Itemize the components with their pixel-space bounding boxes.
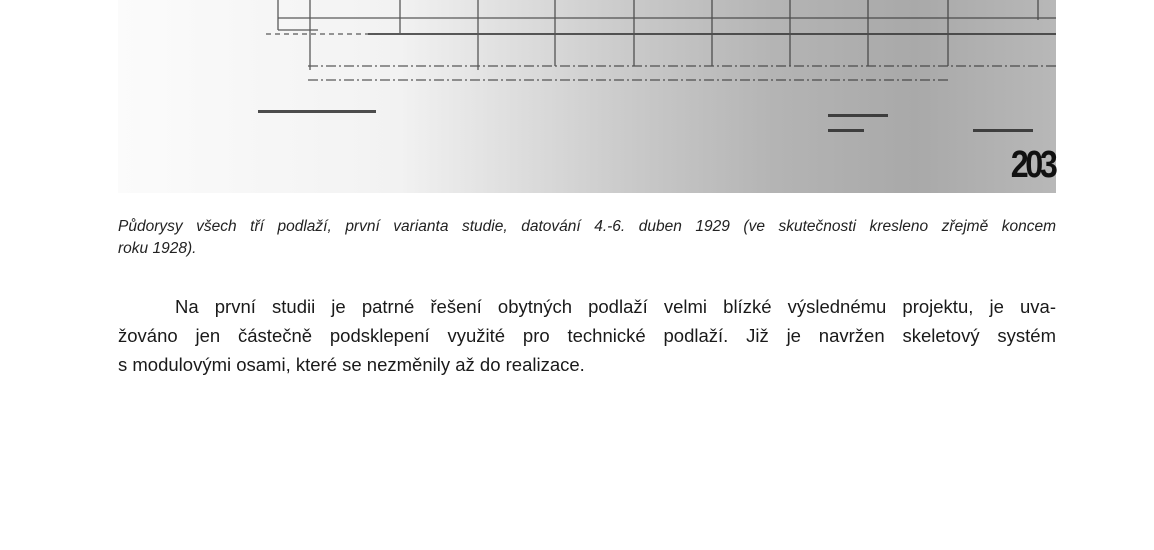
page-number-stamp: 203 xyxy=(1010,144,1054,186)
paragraph-line: Na první studii je patrné řešení obytných podlaží velmi blízké výslednému projektu, je uva- xyxy=(175,296,1056,317)
floor-plan-scan-image xyxy=(118,0,1056,193)
caption-line: roku 1928). xyxy=(118,240,197,257)
floor-plan-drawing xyxy=(118,0,1056,193)
figure-caption xyxy=(118,216,1056,260)
caption-line: Půdorysy všech tří podlaží, první varianta studie, datování 4.-6. duben 1929 (ve skutečnosti kresleno zřejmě koncem xyxy=(118,218,1056,235)
paragraph-line: s modulovými osami, které se nezměnily až do realizace. xyxy=(118,354,585,375)
body-paragraph xyxy=(118,292,1056,379)
paragraph-line: žováno jen částečně podsklepení využité pro technické podlaží. Již je navržen skeletový systém xyxy=(118,325,1056,346)
